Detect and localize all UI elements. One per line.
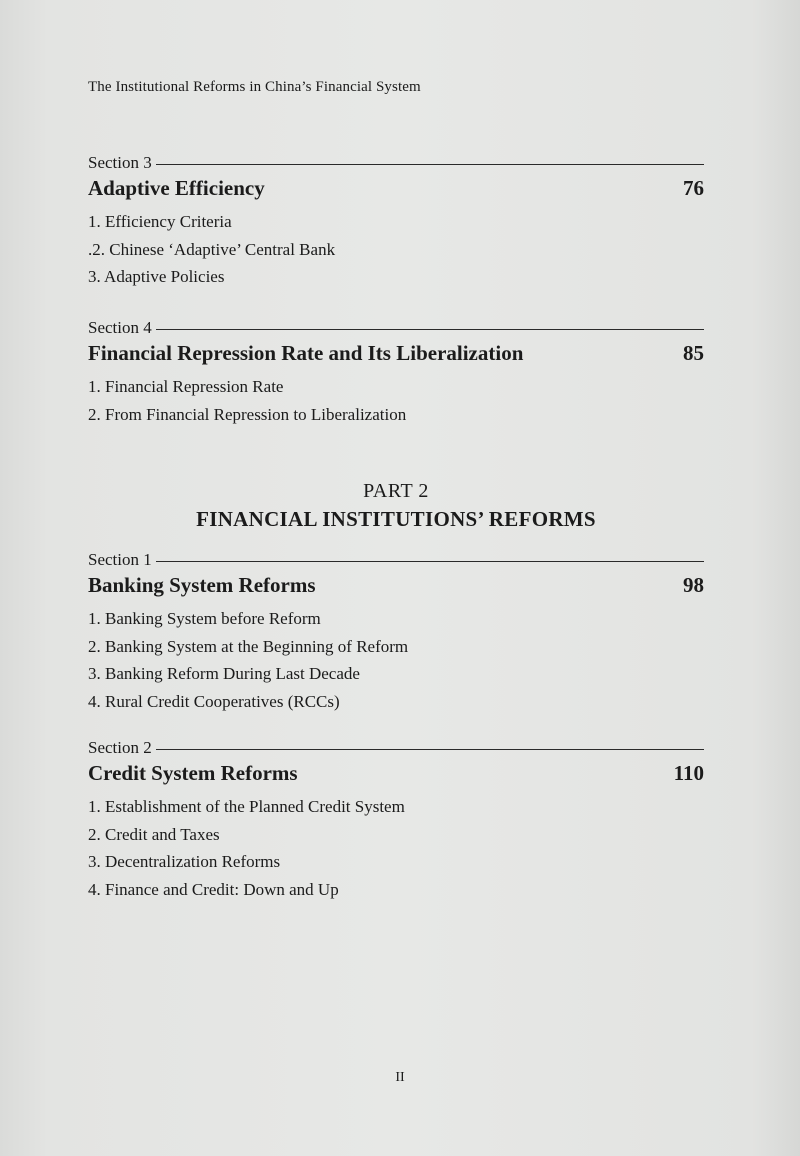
toc-item: 2. Credit and Taxes bbox=[88, 824, 220, 844]
section-title: Adaptive Efficiency bbox=[88, 176, 265, 200]
part-heading bbox=[88, 480, 704, 532]
section-title-row bbox=[88, 573, 704, 603]
running-head: The Institutional Reforms in China’s Financial System bbox=[88, 79, 421, 95]
section-heading bbox=[88, 317, 704, 339]
toc-item: .2. Chinese ‘Adaptive’ Central Bank bbox=[88, 239, 336, 259]
section-title-row bbox=[88, 341, 704, 371]
page-number: II bbox=[395, 1070, 405, 1085]
toc-item: 3. Decentralization Reforms bbox=[88, 852, 281, 871]
toc-item: 1. Efficiency Criteria bbox=[88, 212, 232, 231]
toc-item: 2. Banking System at the Beginning of Reform bbox=[88, 636, 409, 656]
part-label: PART 2 bbox=[363, 480, 429, 502]
section-title: Credit System Reforms bbox=[88, 761, 298, 785]
section-label: Section 2 bbox=[88, 738, 152, 757]
toc-item: 1. Establishment of the Planned Credit System bbox=[88, 797, 405, 816]
section-items bbox=[88, 793, 704, 903]
toc-item: 4. Rural Credit Cooperatives (RCCs) bbox=[88, 691, 340, 711]
section-items bbox=[88, 605, 704, 715]
toc-item: 3. Adaptive Policies bbox=[88, 267, 225, 286]
toc-item: 3. Banking Reform During Last Decade bbox=[88, 664, 360, 683]
toc-item: 1. Financial Repression Rate bbox=[88, 377, 284, 396]
section-label: Section 4 bbox=[88, 318, 152, 337]
section-label: Section 3 bbox=[88, 153, 152, 172]
section-title-row bbox=[88, 761, 704, 791]
section-label: Section 1 bbox=[88, 550, 152, 569]
toc-item: 4. Finance and Credit: Down and Up bbox=[88, 879, 339, 899]
section-rule bbox=[156, 749, 704, 750]
toc-section bbox=[88, 549, 704, 715]
section-title-row bbox=[88, 176, 704, 206]
section-heading bbox=[88, 549, 704, 571]
toc-section bbox=[88, 317, 704, 428]
toc-section bbox=[88, 152, 704, 291]
section-heading bbox=[88, 152, 704, 174]
section-heading bbox=[88, 737, 704, 759]
section-rule bbox=[156, 561, 704, 562]
section-items bbox=[88, 373, 704, 428]
section-rule bbox=[156, 329, 704, 330]
section-page-number: 110 bbox=[673, 761, 704, 785]
section-title: Banking System Reforms bbox=[88, 573, 316, 597]
part-title: FINANCIAL INSTITUTIONS’ REFORMS bbox=[196, 507, 596, 531]
section-rule bbox=[156, 164, 704, 165]
section-page-number: 76 bbox=[683, 176, 704, 200]
toc-item: 2. From Financial Repression to Liberalization bbox=[88, 404, 407, 424]
section-page-number: 98 bbox=[683, 573, 704, 597]
section-title: Financial Repression Rate and Its Liberalization bbox=[88, 341, 524, 365]
section-page-number: 85 bbox=[683, 341, 704, 365]
toc-item: 1. Banking System before Reform bbox=[88, 609, 321, 628]
section-items bbox=[88, 208, 704, 291]
toc-section bbox=[88, 737, 704, 903]
